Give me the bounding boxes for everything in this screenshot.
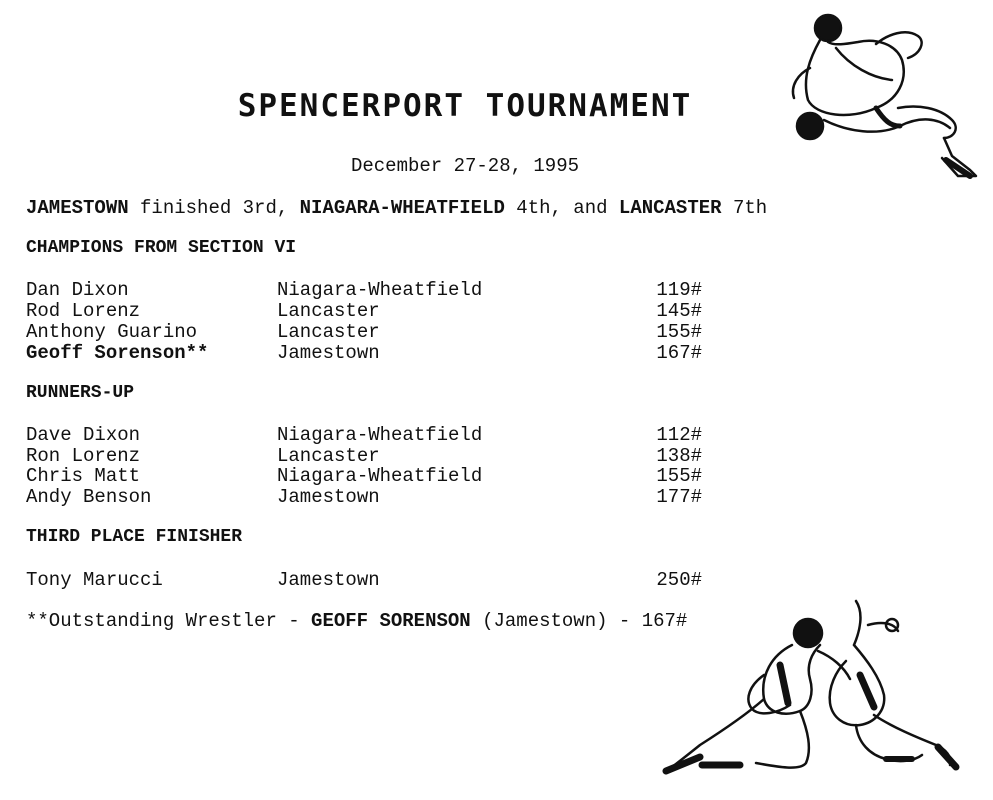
table-row <box>26 321 716 342</box>
wrestler-weight: 112# <box>656 424 702 446</box>
wrestler-weight: 167# <box>656 342 702 364</box>
outstanding-prefix: **Outstanding Wrestler - <box>26 610 312 632</box>
wrestler-name: Andy Benson <box>26 486 152 508</box>
summary-text-2: 4th, and <box>504 197 619 219</box>
wrestler-name: Dave Dixon <box>26 424 141 446</box>
team-lancaster: LANCASTER <box>618 197 722 219</box>
team-niagara-wheatfield: NIAGARA-WHEATFIELD <box>299 197 505 219</box>
wrestler-school: Niagara-Wheatfield <box>277 465 483 487</box>
table-row <box>26 486 716 507</box>
wrestler-school: Niagara-Wheatfield <box>277 424 483 446</box>
table-row <box>26 465 716 486</box>
wrestler-weight: 155# <box>656 465 702 487</box>
champions-heading: CHAMPIONS FROM SECTION VI <box>26 238 297 258</box>
tournament-date: December 27-28, 1995 <box>350 155 580 177</box>
wrestler-name: Geoff Sorenson** <box>26 342 209 364</box>
wrestler-school: Jamestown <box>277 342 380 364</box>
wrestlers-illustration-top <box>780 8 980 183</box>
wrestler-weight: 177# <box>656 486 702 508</box>
wrestler-school: Lancaster <box>277 321 380 343</box>
wrestler-weight: 119# <box>656 279 702 301</box>
wrestler-weight: 155# <box>656 321 702 343</box>
team-jamestown: JAMESTOWN <box>26 197 129 219</box>
wrestlers-illustration-bottom <box>660 595 970 795</box>
table-row <box>26 569 716 590</box>
wrestler-name: Rod Lorenz <box>26 300 141 322</box>
table-row <box>26 445 716 466</box>
summary-text-1: finished 3rd, <box>128 197 300 219</box>
wrestler-weight: 145# <box>656 300 702 322</box>
wrestler-school: Jamestown <box>277 569 380 591</box>
wrestler-school: Lancaster <box>277 445 380 467</box>
wrestler-name: Anthony Guarino <box>26 321 198 343</box>
wrestler-weight: 250# <box>656 569 702 591</box>
summary-text-3: 7th <box>721 197 768 219</box>
page-title: SPENCERPORT TOURNAMENT <box>237 88 693 124</box>
wrestler-school: Jamestown <box>277 486 380 508</box>
outstanding-suffix: (Jamestown) - 167# <box>470 610 688 632</box>
outstanding-name: GEOFF SORENSON <box>311 610 471 632</box>
table-row <box>26 300 716 321</box>
wrestler-name: Ron Lorenz <box>26 445 141 467</box>
wrestler-school: Niagara-Wheatfield <box>277 279 483 301</box>
wrestler-weight: 138# <box>656 445 702 467</box>
third-place-heading: THIRD PLACE FINISHER <box>26 527 243 547</box>
team-summary <box>26 197 767 219</box>
table-row <box>26 342 716 363</box>
table-row <box>26 424 716 445</box>
wrestler-name: Tony Marucci <box>26 569 163 591</box>
runners-up-heading: RUNNERS-UP <box>26 383 135 403</box>
wrestler-school: Lancaster <box>277 300 380 322</box>
wrestler-name: Dan Dixon <box>26 279 129 301</box>
table-row <box>26 279 716 300</box>
wrestler-name: Chris Matt <box>26 465 141 487</box>
outstanding-wrestler <box>26 610 687 632</box>
